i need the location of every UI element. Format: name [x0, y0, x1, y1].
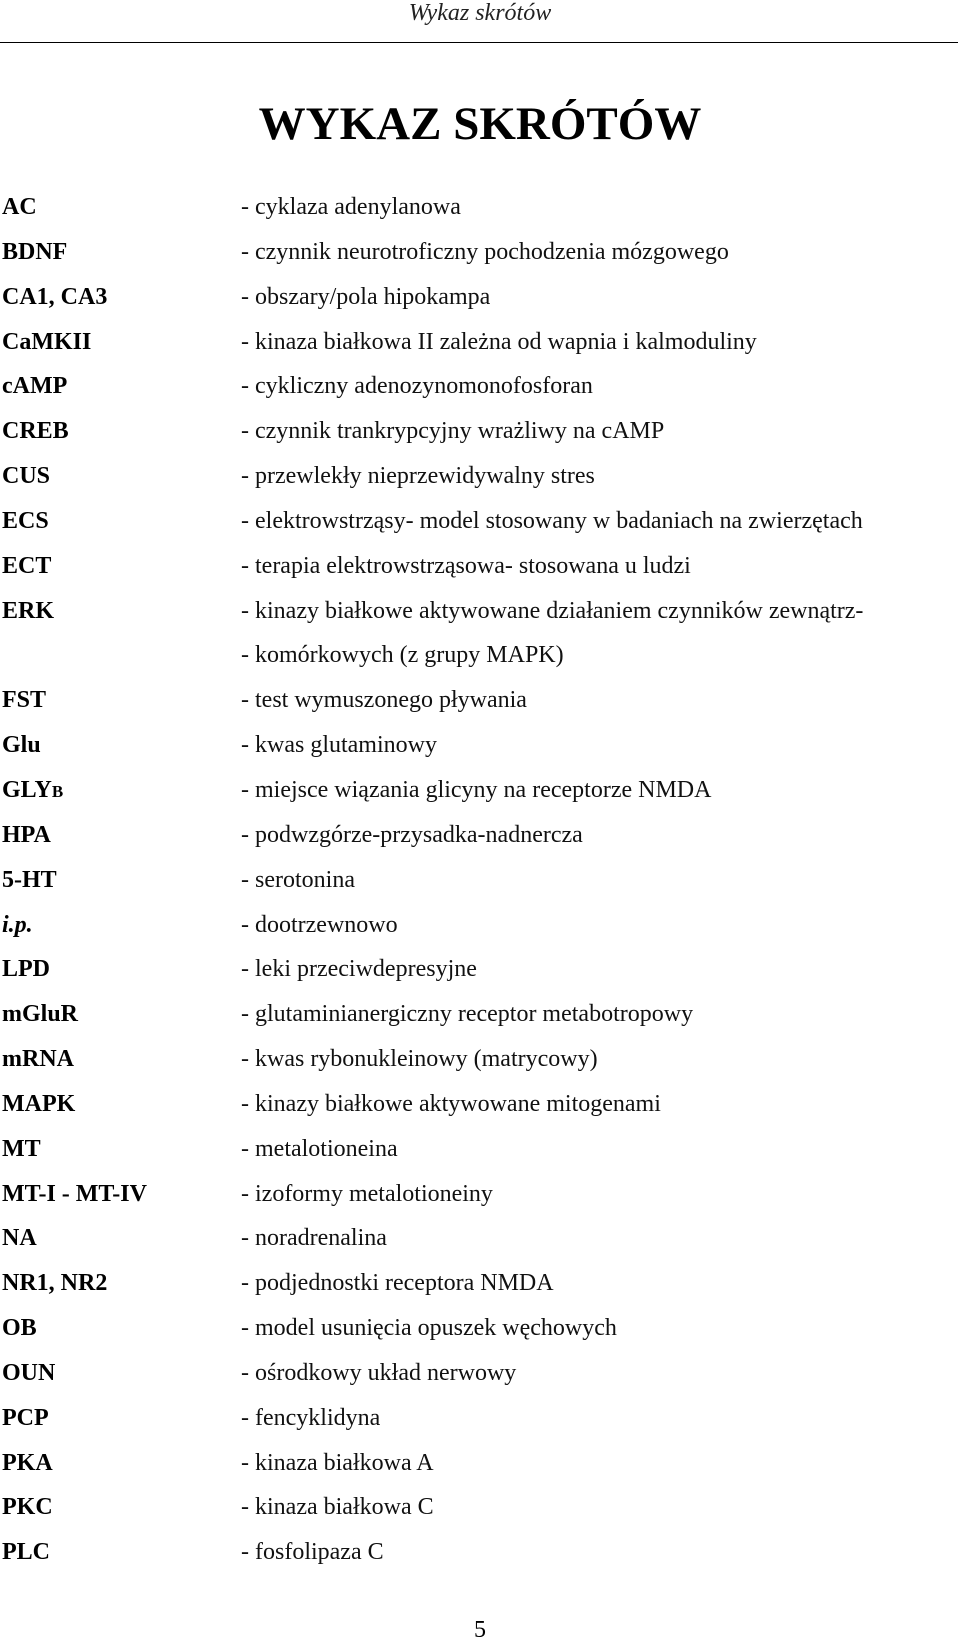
- abbreviation-definition: - podjednostki receptora NMDA: [241, 1270, 554, 1297]
- abbreviation-term-text: PKC: [2, 1494, 53, 1521]
- abbreviation-row: [0, 1216, 960, 1261]
- abbreviation-row: [0, 364, 960, 409]
- abbreviation-row: [0, 1082, 960, 1127]
- abbreviation-term-text: ECS: [2, 507, 49, 534]
- abbreviation-term: [2, 1530, 50, 1575]
- abbreviation-term: [2, 813, 51, 858]
- abbreviation-term-text: NR1, NR2: [2, 1270, 108, 1297]
- abbreviation-term: [2, 185, 37, 230]
- abbreviation-term-text: BDNF: [2, 238, 68, 265]
- abbreviation-definition: - leki przeciwdepresyjne: [241, 956, 477, 983]
- abbreviation-term: [2, 768, 63, 815]
- abbreviation-definition: - terapia elektrowstrząsowa- stosowana u ludzi: [241, 552, 691, 579]
- abbreviation-definition: - obszary/pola hipokampa: [241, 283, 491, 310]
- abbreviation-definition: - kinazy białkowe aktywowane działaniem czynników zewnątrz-: [241, 597, 864, 624]
- abbreviation-term: [2, 858, 57, 903]
- abbreviation-term: [2, 947, 50, 992]
- abbreviation-definition: - ośrodkowy układ nerwowy: [241, 1359, 517, 1386]
- abbreviation-term: [2, 275, 107, 320]
- abbreviation-term-text: 5-HT: [2, 866, 57, 893]
- abbreviation-definition: - kwas rybonukleinowy (matrycowy): [241, 1046, 598, 1073]
- abbreviation-definition: - metalotioneina: [241, 1135, 398, 1162]
- page-title: WYKAZ SKRÓTÓW: [258, 98, 702, 150]
- abbreviation-definition: - cyklaza adenylanowa: [241, 194, 461, 220]
- abbreviation-term-text: FST: [2, 687, 47, 714]
- abbreviation-term: [2, 320, 91, 365]
- abbreviation-row: [0, 947, 960, 992]
- abbreviation-term-text: CREB: [2, 418, 69, 445]
- abbreviation-row: [0, 1530, 960, 1575]
- abbreviation-definition: - kwas glutaminowy: [241, 732, 437, 759]
- header-divider: [0, 42, 958, 43]
- abbreviation-term-suffix: B: [51, 781, 64, 801]
- abbreviation-term: [2, 1172, 147, 1217]
- abbreviation-term: [2, 230, 67, 275]
- abbreviation-term: [2, 1441, 53, 1486]
- abbreviation-term-text: MT-I - MT-IV: [2, 1180, 147, 1207]
- abbreviation-definition: - przewlekły nieprzewidywalny stres: [241, 463, 595, 490]
- abbreviation-definition: - elektrowstrząsy- model stosowany w badaniach na zwierzętach: [241, 507, 863, 534]
- running-header: Wykaz skrótów: [408, 0, 552, 26]
- abbreviation-term: [2, 1485, 53, 1530]
- abbreviation-term: [2, 678, 46, 723]
- abbreviation-term-text: OUN: [2, 1359, 56, 1386]
- abbreviation-term: [2, 364, 67, 409]
- abbreviation-row: [0, 1396, 960, 1441]
- abbreviation-definition: - noradrenalina: [241, 1225, 387, 1252]
- abbreviation-list: [0, 185, 960, 1575]
- abbreviation-row: [0, 499, 960, 544]
- abbreviation-row: [0, 589, 960, 634]
- abbreviation-definition: - glutaminianergiczny receptor metabotropowy: [241, 1001, 694, 1028]
- abbreviation-row: [0, 768, 960, 813]
- abbreviation-definition: - komórkowych (z grupy MAPK): [241, 642, 564, 669]
- abbreviation-row: [0, 320, 960, 365]
- abbreviation-term: [2, 409, 69, 454]
- abbreviation-row: [0, 1127, 960, 1172]
- abbreviation-row: [0, 678, 960, 723]
- abbreviation-term-text: PLC: [2, 1539, 50, 1566]
- abbreviation-term-text: NA: [2, 1225, 37, 1252]
- abbreviation-term: [2, 723, 41, 768]
- abbreviation-term-text: mRNA: [2, 1046, 74, 1073]
- abbreviation-definition: - fencyklidyna: [241, 1404, 381, 1431]
- abbreviation-term-text: i.p.: [2, 911, 33, 938]
- abbreviation-row: [0, 723, 960, 768]
- abbreviation-term: [2, 903, 33, 948]
- abbreviation-term: [2, 1351, 55, 1396]
- abbreviation-term-text: MAPK: [2, 1090, 76, 1117]
- abbreviation-term-text: AC: [2, 194, 37, 220]
- abbreviation-term: [2, 544, 51, 589]
- abbreviation-term-text: ECT: [2, 552, 52, 579]
- abbreviation-definition: - kinaza białkowa C: [241, 1494, 434, 1521]
- abbreviation-row: [0, 1485, 960, 1530]
- abbreviation-row: [0, 903, 960, 948]
- abbreviation-term-text: OB: [2, 1315, 37, 1342]
- abbreviation-definition: - kinaza białkowa A: [241, 1449, 434, 1476]
- abbreviation-term-text: GLY: [2, 776, 52, 803]
- abbreviation-definition: - serotonina: [241, 866, 355, 893]
- abbreviation-term-text: MT: [2, 1135, 41, 1162]
- abbreviation-term-text: PKA: [2, 1449, 53, 1476]
- abbreviation-row: [0, 813, 960, 858]
- abbreviation-term: [2, 992, 78, 1037]
- abbreviation-term: [2, 1037, 74, 1082]
- abbreviation-definition: - izoformy metalotioneiny: [241, 1180, 493, 1207]
- abbreviation-row: [0, 454, 960, 499]
- abbreviation-term: [2, 1261, 107, 1306]
- abbreviation-row: [0, 230, 960, 275]
- abbreviation-definition: - cykliczny adenozynomonofosforan: [241, 373, 593, 400]
- abbreviation-row: [0, 409, 960, 454]
- abbreviation-definition: - podwzgórze-przysadka-nadnercza: [241, 821, 583, 848]
- page-number: 5: [474, 1617, 486, 1643]
- abbreviation-row: [0, 1037, 960, 1082]
- abbreviation-definition: - miejsce wiązania glicyny na receptorze NMDA: [241, 776, 712, 803]
- abbreviation-term-text: CUS: [2, 463, 51, 490]
- abbreviation-row: [0, 1306, 960, 1351]
- abbreviation-definition: - fosfolipaza C: [241, 1539, 384, 1566]
- abbreviation-row: [0, 1441, 960, 1486]
- abbreviation-term: [2, 1396, 49, 1441]
- abbreviation-term: [2, 1216, 37, 1261]
- abbreviation-definition: - test wymuszonego pływania: [241, 687, 527, 714]
- abbreviation-term-text: mGluR: [2, 1001, 79, 1028]
- abbreviation-definition: - kinaza białkowa II zależna od wapnia i kalmoduliny: [241, 328, 757, 355]
- abbreviation-term-text: PCP: [2, 1404, 49, 1431]
- abbreviation-definition: - czynnik neurotroficzny pochodzenia mózgowego: [241, 238, 729, 265]
- abbreviation-row: [0, 1351, 960, 1396]
- abbreviation-term-text: LPD: [2, 956, 50, 983]
- abbreviation-term-text: cAMP: [2, 373, 68, 400]
- abbreviation-term-text: CaMKII: [2, 328, 92, 355]
- abbreviation-row: [0, 185, 960, 230]
- abbreviation-row: [0, 633, 960, 678]
- abbreviation-term: [2, 589, 54, 634]
- abbreviation-term-text: ERK: [2, 597, 55, 624]
- abbreviation-row: [0, 275, 960, 320]
- abbreviation-term: [2, 454, 50, 499]
- abbreviation-row: [0, 1172, 960, 1217]
- abbreviation-definition: - dootrzewnowo: [241, 911, 398, 938]
- abbreviation-row: [0, 992, 960, 1037]
- abbreviation-definition: - czynnik trankrypcyjny wrażliwy na cAMP: [241, 418, 665, 445]
- abbreviation-term: [2, 1082, 75, 1127]
- abbreviation-definition: - kinazy białkowe aktywowane mitogenami: [241, 1090, 661, 1117]
- abbreviation-term-text: HPA: [2, 821, 51, 848]
- abbreviation-term-text: Glu: [2, 732, 41, 759]
- abbreviation-definition: - model usunięcia opuszek węchowych: [241, 1315, 617, 1342]
- abbreviation-row: [0, 858, 960, 903]
- abbreviation-row: [0, 544, 960, 589]
- abbreviation-term: [2, 499, 49, 544]
- abbreviation-term: [2, 1127, 41, 1172]
- abbreviation-term: [2, 1306, 37, 1351]
- abbreviation-row: [0, 1261, 960, 1306]
- abbreviation-term-text: CA1, CA3: [2, 283, 108, 310]
